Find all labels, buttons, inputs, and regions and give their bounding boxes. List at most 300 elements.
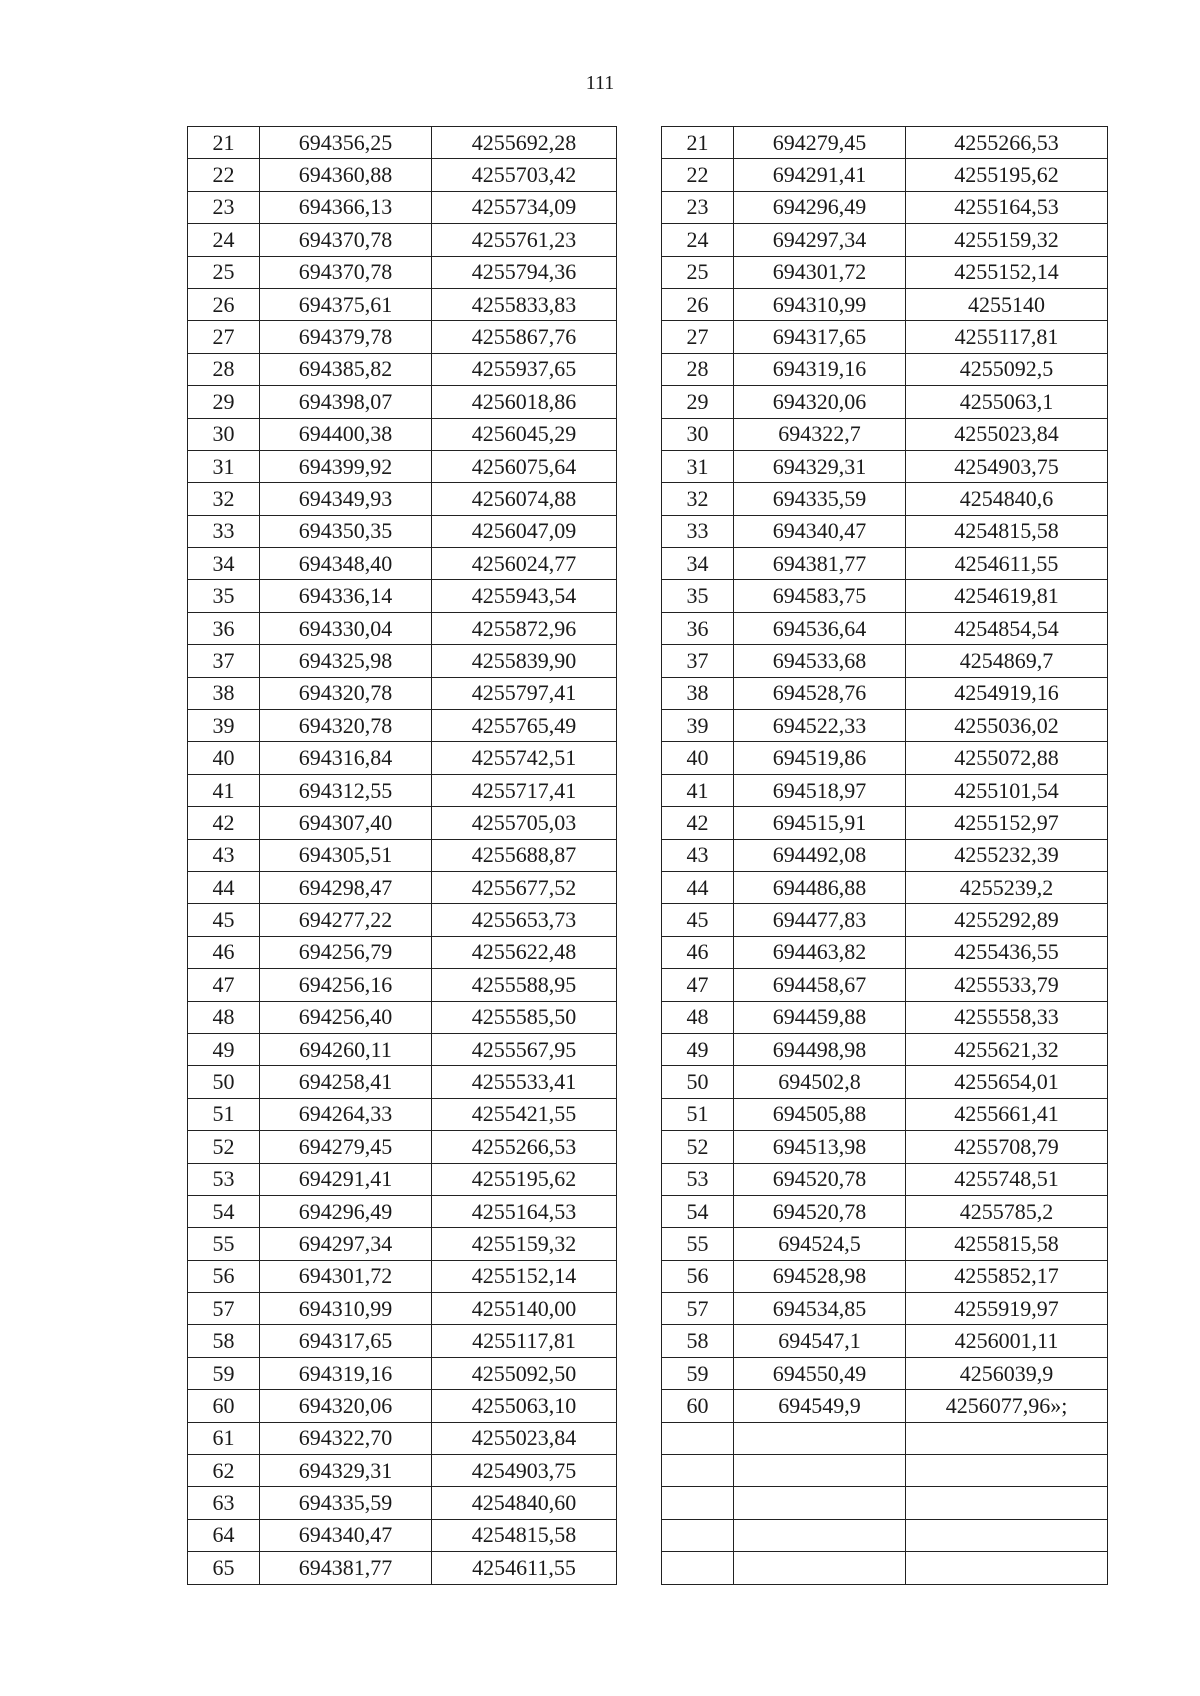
point-number-cell [662,1455,734,1487]
point-number-cell: 28 [662,353,734,385]
x-coordinate-cell: 694399,92 [260,450,432,482]
x-coordinate-cell: 694317,65 [260,1325,432,1357]
x-coordinate-cell: 694350,35 [260,515,432,547]
point-number-cell: 56 [662,1260,734,1292]
table-row [188,904,617,936]
table-row [662,1487,1108,1519]
point-number-cell: 59 [188,1357,260,1389]
x-coordinate-cell: 694370,78 [260,224,432,256]
y-coordinate-cell [906,1487,1108,1519]
point-number-cell: 42 [662,807,734,839]
table-row [188,936,617,968]
x-coordinate-cell: 694533,68 [734,645,906,677]
y-coordinate-cell: 4256045,29 [432,418,617,450]
y-coordinate-cell: 4255567,95 [432,1033,617,1065]
point-number-cell: 48 [662,1001,734,1033]
y-coordinate-cell: 4255117,81 [906,321,1108,353]
table-row [188,710,617,742]
x-coordinate-cell [734,1422,906,1454]
x-coordinate-cell: 694256,79 [260,936,432,968]
y-coordinate-cell: 4255734,09 [432,191,617,223]
x-coordinate-cell: 694528,76 [734,677,906,709]
point-number-cell: 50 [662,1066,734,1098]
point-number-cell: 47 [662,969,734,1001]
table-row [662,450,1108,482]
point-number-cell: 25 [188,256,260,288]
table-row [662,839,1108,871]
y-coordinate-cell: 4255621,32 [906,1033,1108,1065]
y-coordinate-cell: 4256024,77 [432,548,617,580]
point-number-cell: 23 [188,191,260,223]
table-row [662,386,1108,418]
x-coordinate-cell: 694322,7 [734,418,906,450]
point-number-cell: 36 [188,612,260,644]
point-number-cell: 37 [188,645,260,677]
y-coordinate-cell: 4255794,36 [432,256,617,288]
point-number-cell: 27 [662,321,734,353]
x-coordinate-cell: 694534,85 [734,1293,906,1325]
y-coordinate-cell: 4255654,01 [906,1066,1108,1098]
point-number-cell: 60 [662,1390,734,1422]
x-coordinate-cell: 694518,97 [734,774,906,806]
y-coordinate-cell [906,1455,1108,1487]
point-number-cell: 22 [188,159,260,191]
point-number-cell: 32 [188,483,260,515]
x-coordinate-cell: 694524,5 [734,1228,906,1260]
table-row [662,871,1108,903]
table-row [188,191,617,223]
x-coordinate-cell: 694319,16 [734,353,906,385]
point-number-cell: 41 [188,774,260,806]
point-number-cell: 22 [662,159,734,191]
table-row [662,515,1108,547]
x-coordinate-cell: 694550,49 [734,1357,906,1389]
point-number-cell: 50 [188,1066,260,1098]
y-coordinate-cell: 4255292,89 [906,904,1108,936]
y-coordinate-cell: 4255533,79 [906,969,1108,1001]
x-coordinate-cell: 694291,41 [734,159,906,191]
point-number-cell: 35 [188,580,260,612]
point-number-cell: 47 [188,969,260,1001]
point-number-cell: 65 [188,1552,260,1584]
point-number-cell: 27 [188,321,260,353]
x-coordinate-cell [734,1455,906,1487]
table-row [188,1195,617,1227]
y-coordinate-cell: 4255152,97 [906,807,1108,839]
point-number-cell: 24 [662,224,734,256]
table-row [662,224,1108,256]
x-coordinate-cell: 694277,22 [260,904,432,936]
y-coordinate-cell: 4255558,33 [906,1001,1108,1033]
table-row [662,1195,1108,1227]
x-coordinate-cell: 694320,06 [734,386,906,418]
table-row [662,1066,1108,1098]
y-coordinate-cell: 4254840,60 [432,1487,617,1519]
x-coordinate-cell: 694459,88 [734,1001,906,1033]
point-number-cell [662,1487,734,1519]
x-coordinate-cell: 694536,64 [734,612,906,644]
table-row [662,969,1108,1001]
table-row [662,256,1108,288]
x-coordinate-cell: 694513,98 [734,1131,906,1163]
point-number-cell: 38 [662,677,734,709]
x-coordinate-cell: 694379,78 [260,321,432,353]
y-coordinate-cell: 4255748,51 [906,1163,1108,1195]
table-row [662,774,1108,806]
y-coordinate-cell: 4255063,1 [906,386,1108,418]
table-row [662,580,1108,612]
x-coordinate-cell: 694522,33 [734,710,906,742]
table-row [188,1228,617,1260]
point-number-cell: 44 [662,871,734,903]
x-coordinate-cell: 694340,47 [734,515,906,547]
x-coordinate-cell: 694307,40 [260,807,432,839]
y-coordinate-cell: 4254919,16 [906,677,1108,709]
x-coordinate-cell: 694256,16 [260,969,432,1001]
y-coordinate-cell: 4255063,10 [432,1390,617,1422]
point-number-cell: 59 [662,1357,734,1389]
y-coordinate-cell: 4255708,79 [906,1131,1108,1163]
table-row [662,612,1108,644]
x-coordinate-cell: 694320,78 [260,710,432,742]
table-row [662,904,1108,936]
y-coordinate-cell [906,1552,1108,1584]
point-number-cell: 45 [662,904,734,936]
point-number-cell: 58 [662,1325,734,1357]
x-coordinate-cell: 694335,59 [734,483,906,515]
point-number-cell: 55 [662,1228,734,1260]
point-number-cell: 35 [662,580,734,612]
y-coordinate-cell: 4255140 [906,288,1108,320]
table-row [188,1357,617,1389]
x-coordinate-cell: 694256,40 [260,1001,432,1033]
point-number-cell: 60 [188,1390,260,1422]
y-coordinate-cell: 4254854,54 [906,612,1108,644]
table-row [188,321,617,353]
table-row [662,1325,1108,1357]
table-row [188,1325,617,1357]
point-number-cell: 58 [188,1325,260,1357]
y-coordinate-cell [906,1519,1108,1551]
x-coordinate-cell: 694515,91 [734,807,906,839]
table-row [188,839,617,871]
x-coordinate-cell: 694296,49 [260,1195,432,1227]
table-row [662,1098,1108,1130]
x-coordinate-cell: 694296,49 [734,191,906,223]
point-number-cell: 33 [662,515,734,547]
table-row [188,386,617,418]
point-number-cell: 57 [188,1293,260,1325]
point-number-cell: 29 [662,386,734,418]
table-row [662,1552,1108,1584]
y-coordinate-cell: 4255421,55 [432,1098,617,1130]
x-coordinate-cell: 694305,51 [260,839,432,871]
point-number-cell: 37 [662,645,734,677]
point-number-cell: 52 [188,1131,260,1163]
x-coordinate-cell: 694310,99 [734,288,906,320]
x-coordinate-cell: 694505,88 [734,1098,906,1130]
table-row [662,1455,1108,1487]
y-coordinate-cell: 4255588,95 [432,969,617,1001]
table-row [188,807,617,839]
y-coordinate-cell: 4255937,65 [432,353,617,385]
y-coordinate-cell: 4255436,55 [906,936,1108,968]
x-coordinate-cell: 694264,33 [260,1098,432,1130]
y-coordinate-cell: 4255785,2 [906,1195,1108,1227]
y-coordinate-cell: 4255232,39 [906,839,1108,871]
y-coordinate-cell: 4255164,53 [906,191,1108,223]
table-row [188,774,617,806]
y-coordinate-cell: 4255159,32 [906,224,1108,256]
x-coordinate-cell: 694502,8 [734,1066,906,1098]
table-row [662,677,1108,709]
y-coordinate-cell: 4255023,84 [906,418,1108,450]
x-coordinate-cell: 694477,83 [734,904,906,936]
point-number-cell: 39 [662,710,734,742]
table-row [188,288,617,320]
point-number-cell: 23 [662,191,734,223]
x-coordinate-cell: 694320,06 [260,1390,432,1422]
point-number-cell: 34 [188,548,260,580]
y-coordinate-cell: 4255661,41 [906,1098,1108,1130]
x-coordinate-cell: 694301,72 [734,256,906,288]
point-number-cell: 44 [188,871,260,903]
x-coordinate-cell: 694319,16 [260,1357,432,1389]
point-number-cell: 55 [188,1228,260,1260]
y-coordinate-cell: 4256047,09 [432,515,617,547]
y-coordinate-cell: 4256039,9 [906,1357,1108,1389]
x-coordinate-cell: 694340,47 [260,1519,432,1551]
x-coordinate-cell: 694381,77 [734,548,906,580]
point-number-cell: 64 [188,1519,260,1551]
point-number-cell [662,1552,734,1584]
point-number-cell: 31 [662,450,734,482]
x-coordinate-cell: 694312,55 [260,774,432,806]
point-number-cell: 54 [662,1195,734,1227]
point-number-cell: 43 [188,839,260,871]
x-coordinate-cell: 694498,98 [734,1033,906,1065]
x-coordinate-cell: 694519,86 [734,742,906,774]
y-coordinate-cell [906,1422,1108,1454]
table-row [188,1066,617,1098]
table-row [662,353,1108,385]
x-coordinate-cell: 694356,25 [260,127,432,159]
x-coordinate-cell: 694316,84 [260,742,432,774]
point-number-cell: 21 [188,127,260,159]
table-row [188,580,617,612]
y-coordinate-cell: 4255195,62 [906,159,1108,191]
table-row [662,645,1108,677]
point-number-cell: 43 [662,839,734,871]
table-row [662,1033,1108,1065]
x-coordinate-cell: 694549,9 [734,1390,906,1422]
table-row [188,1390,617,1422]
y-coordinate-cell: 4255266,53 [906,127,1108,159]
y-coordinate-cell: 4256074,88 [432,483,617,515]
table-row [188,1487,617,1519]
table-row [188,1519,617,1551]
x-coordinate-cell [734,1487,906,1519]
y-coordinate-cell: 4254840,6 [906,483,1108,515]
y-coordinate-cell: 4255653,73 [432,904,617,936]
table-row [662,710,1108,742]
x-coordinate-cell: 694349,93 [260,483,432,515]
y-coordinate-cell: 4255117,81 [432,1325,617,1357]
point-number-cell: 63 [188,1487,260,1519]
y-coordinate-cell: 4255797,41 [432,677,617,709]
x-coordinate-cell: 694398,07 [260,386,432,418]
table-row [188,1422,617,1454]
y-coordinate-cell: 4254611,55 [906,548,1108,580]
table-row [188,1131,617,1163]
x-coordinate-cell: 694317,65 [734,321,906,353]
x-coordinate-cell: 694463,82 [734,936,906,968]
y-coordinate-cell: 4254903,75 [906,450,1108,482]
y-coordinate-cell: 4255717,41 [432,774,617,806]
point-number-cell: 32 [662,483,734,515]
table-row [662,418,1108,450]
point-number-cell: 51 [662,1098,734,1130]
table-row [188,1455,617,1487]
y-coordinate-cell: 4254815,58 [906,515,1108,547]
y-coordinate-cell: 4255692,28 [432,127,617,159]
y-coordinate-cell: 4255742,51 [432,742,617,774]
y-coordinate-cell: 4255239,2 [906,871,1108,903]
table-row [188,418,617,450]
x-coordinate-cell: 694520,78 [734,1163,906,1195]
x-coordinate-cell: 694329,31 [734,450,906,482]
y-coordinate-cell: 4256001,11 [906,1325,1108,1357]
point-number-cell: 56 [188,1260,260,1292]
table-row [188,515,617,547]
point-number-cell: 45 [188,904,260,936]
table-row [188,159,617,191]
table-row [662,1228,1108,1260]
y-coordinate-cell: 4255266,53 [432,1131,617,1163]
x-coordinate-cell: 694381,77 [260,1552,432,1584]
y-coordinate-cell: 4255761,23 [432,224,617,256]
x-coordinate-cell: 694325,98 [260,645,432,677]
x-coordinate-cell: 694330,04 [260,612,432,644]
y-coordinate-cell: 4255839,90 [432,645,617,677]
y-coordinate-cell: 4255195,62 [432,1163,617,1195]
table-row [188,871,617,903]
x-coordinate-cell [734,1519,906,1551]
y-coordinate-cell: 4255622,48 [432,936,617,968]
y-coordinate-cell: 4256075,64 [432,450,617,482]
x-coordinate-cell: 694547,1 [734,1325,906,1357]
y-coordinate-cell: 4255533,41 [432,1066,617,1098]
x-coordinate-cell: 694528,98 [734,1260,906,1292]
y-coordinate-cell: 4255705,03 [432,807,617,839]
page-number: 111 [585,72,615,94]
point-number-cell: 62 [188,1455,260,1487]
point-number-cell: 53 [662,1163,734,1195]
x-coordinate-cell: 694298,47 [260,871,432,903]
point-number-cell: 51 [188,1098,260,1130]
x-coordinate-cell: 694291,41 [260,1163,432,1195]
table-row [188,1033,617,1065]
y-coordinate-cell: 4255703,42 [432,159,617,191]
y-coordinate-cell: 4256018,86 [432,386,617,418]
table-row [188,450,617,482]
point-number-cell: 21 [662,127,734,159]
table-row [188,548,617,580]
x-coordinate-cell: 694520,78 [734,1195,906,1227]
point-number-cell: 57 [662,1293,734,1325]
y-coordinate-cell: 4255092,5 [906,353,1108,385]
x-coordinate-cell: 694370,78 [260,256,432,288]
point-number-cell: 31 [188,450,260,482]
point-number-cell: 61 [188,1422,260,1454]
point-number-cell: 41 [662,774,734,806]
point-number-cell: 40 [662,742,734,774]
x-coordinate-cell: 694400,38 [260,418,432,450]
y-coordinate-cell: 4255140,00 [432,1293,617,1325]
table-row [188,483,617,515]
y-coordinate-cell: 4255072,88 [906,742,1108,774]
x-coordinate-cell: 694366,13 [260,191,432,223]
table-row [662,548,1108,580]
table-row [188,742,617,774]
table-row [188,127,617,159]
x-coordinate-cell: 694360,88 [260,159,432,191]
x-coordinate-cell [734,1552,906,1584]
table-row [662,1001,1108,1033]
y-coordinate-cell: 4255585,50 [432,1001,617,1033]
y-coordinate-cell: 4255023,84 [432,1422,617,1454]
x-coordinate-cell: 694297,34 [734,224,906,256]
table-row [188,1001,617,1033]
table-row [188,1293,617,1325]
table-row [662,288,1108,320]
table-row [662,191,1108,223]
point-number-cell: 38 [188,677,260,709]
table-row [188,353,617,385]
point-number-cell: 46 [188,936,260,968]
point-number-cell: 28 [188,353,260,385]
table-row [188,969,617,1001]
y-coordinate-cell: 4255159,32 [432,1228,617,1260]
table-row [188,645,617,677]
table-row [188,256,617,288]
x-coordinate-cell: 694375,61 [260,288,432,320]
y-coordinate-cell: 4255919,97 [906,1293,1108,1325]
y-coordinate-cell: 4255152,14 [432,1260,617,1292]
table-row [662,742,1108,774]
x-coordinate-cell: 694258,41 [260,1066,432,1098]
table-row [188,224,617,256]
y-coordinate-cell: 4255101,54 [906,774,1108,806]
point-number-cell: 53 [188,1163,260,1195]
x-coordinate-cell: 694583,75 [734,580,906,612]
point-number-cell: 42 [188,807,260,839]
y-coordinate-cell: 4255867,76 [432,321,617,353]
x-coordinate-cell: 694335,59 [260,1487,432,1519]
x-coordinate-cell: 694336,14 [260,580,432,612]
x-coordinate-cell: 694486,88 [734,871,906,903]
point-number-cell: 40 [188,742,260,774]
x-coordinate-cell: 694348,40 [260,548,432,580]
table-row [188,677,617,709]
table-row [662,1357,1108,1389]
y-coordinate-cell: 4255688,87 [432,839,617,871]
table-row [662,483,1108,515]
point-number-cell: 30 [662,418,734,450]
table-row [188,612,617,644]
point-number-cell [662,1519,734,1551]
table-row [662,159,1108,191]
